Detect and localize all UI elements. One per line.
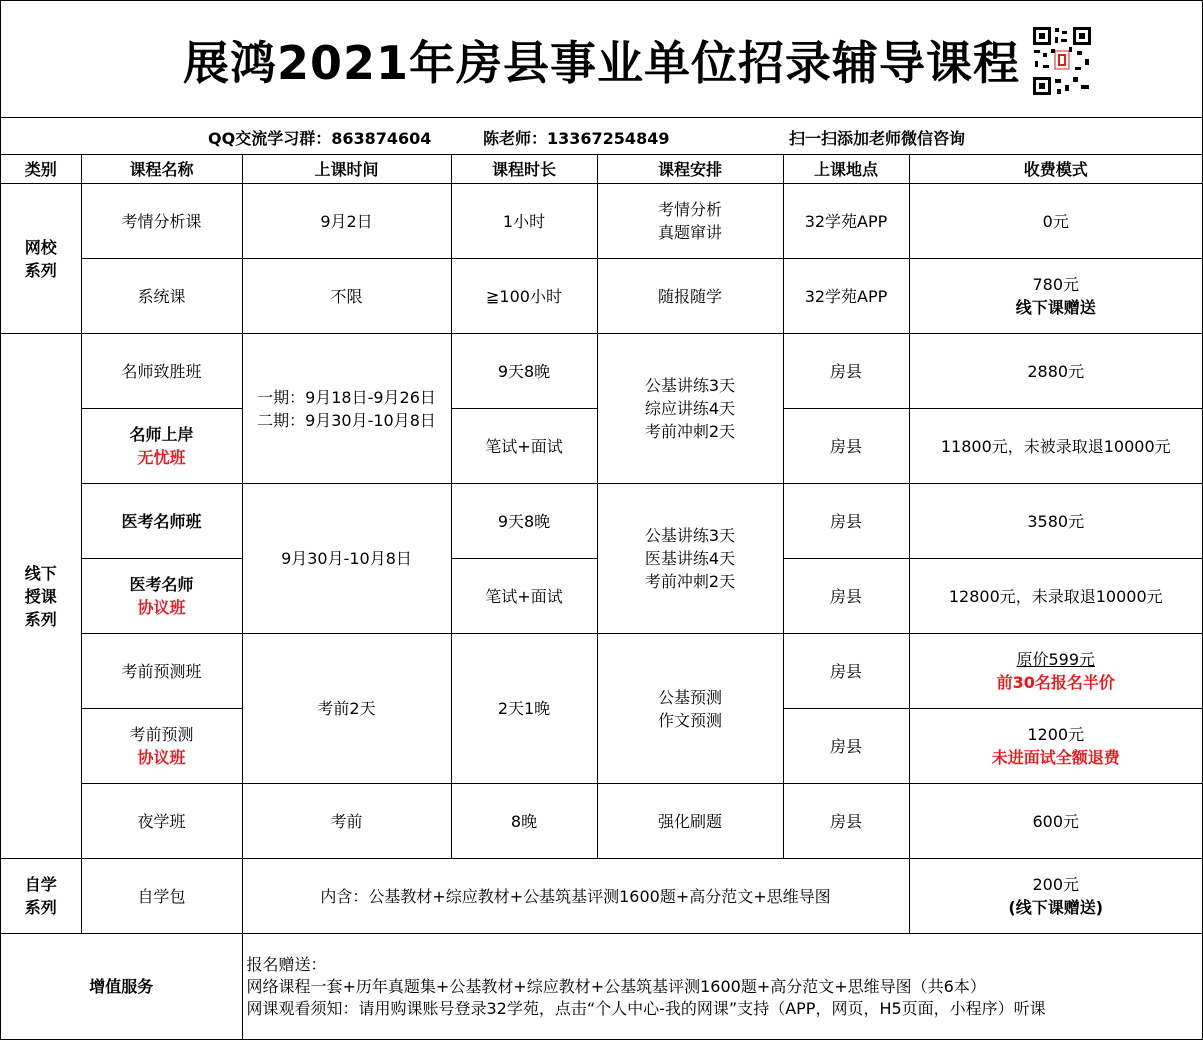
course-name: 名师致胜班 (81, 334, 242, 409)
course-fee: 3580元 (909, 484, 1202, 559)
course-name-tag: 无忧班 (137, 448, 186, 467)
course-time: 不限 (242, 259, 451, 334)
header-fee: 收费模式 (909, 155, 1202, 184)
table-row (1, 334, 1202, 409)
header-course-name: 课程名称 (81, 155, 242, 184)
course-fee: 600元 (909, 784, 1202, 859)
course-time: 9月30月-10月8日 (242, 484, 451, 634)
course-duration: 笔试+面试 (451, 409, 597, 484)
course-place: 房县 (783, 334, 909, 409)
course-plan: 强化刷题 (597, 784, 783, 859)
course-plan: 公基讲练3天 综应讲练4天 考前冲刺2天 (597, 334, 783, 484)
header-plan: 课程安排 (597, 155, 783, 184)
course-fee: 0元 (909, 184, 1202, 259)
course-duration: 8晚 (451, 784, 597, 859)
course-name-tag: 协议班 (137, 748, 186, 767)
course-name: 系统课 (81, 259, 242, 334)
course-duration: 笔试+面试 (451, 559, 597, 634)
fee-note: 前30名报名半价 (996, 673, 1115, 692)
course-place: 房县 (783, 484, 909, 559)
fee-price: 200元 (1032, 875, 1080, 894)
course-fee (909, 634, 1202, 709)
course-name: 自学包 (81, 859, 242, 934)
course-name: 夜学班 (81, 784, 242, 859)
table-header-row (1, 155, 1202, 184)
course-name-tag: 协议班 (137, 598, 186, 617)
header-category: 类别 (1, 155, 81, 184)
course-fee (909, 709, 1202, 784)
course-plan: 公基预测 作文预测 (597, 634, 783, 784)
course-plan: 考情分析 真题窜讲 (597, 184, 783, 259)
course-time: 考前 (242, 784, 451, 859)
table-row (1, 634, 1202, 709)
course-fee: 2880元 (909, 334, 1202, 409)
table-row (1, 484, 1202, 559)
table-row (1, 184, 1202, 259)
course-time: 一期：9月18日-9月26日 二期：9月30月-10月8日 (242, 334, 451, 484)
fee-note: 线下课赠送 (1015, 298, 1096, 317)
service-line-gift-items: 网络课程一套+历年真题集+公基教材+综应教材+公基筑基评测1600题+高分范文+思维导图（共6本） (246, 976, 986, 996)
course-place: 房县 (783, 784, 909, 859)
title-row (1, 1, 1202, 118)
course-duration: ≧100小时 (451, 259, 597, 334)
course-name-main: 医考名师 (129, 575, 194, 594)
fee-price: 1200元 (1027, 725, 1085, 744)
table-row (1, 859, 1202, 934)
course-place: 32学苑APP (783, 184, 909, 259)
course-duration: 9天8晚 (451, 484, 597, 559)
course-fee (909, 859, 1202, 934)
course-place: 房县 (783, 709, 909, 784)
course-fee: 12800元，未录取退10000元 (909, 559, 1202, 634)
table-row (1, 259, 1202, 334)
course-plan: 随报随学 (597, 259, 783, 334)
course-fee (909, 259, 1202, 334)
table-row (1, 784, 1202, 859)
fee-note: (线下课赠送) (1008, 898, 1104, 917)
service-line-notice: 网课观看须知：请用购课账号登录32学苑，点击“个人中心-我的网课”支持（APP，网页，H5页面，小程序）听课 (246, 998, 1046, 1018)
course-place: 房县 (783, 409, 909, 484)
fee-original-price: 原价599元 (1016, 650, 1096, 669)
course-duration: 2天1晚 (451, 634, 597, 784)
course-name: 医考名师班 (81, 484, 242, 559)
course-duration: 1小时 (451, 184, 597, 259)
course-time: 考前2天 (242, 634, 451, 784)
fee-price: 780元 (1032, 275, 1080, 294)
course-name (81, 709, 242, 784)
course-content: 内含：公基教材+综应教材+公基筑基评测1600题+高分范文+思维导图 (242, 859, 909, 934)
course-place: 32学苑APP (783, 259, 909, 334)
service-row (1, 934, 1202, 1040)
service-content (242, 934, 1202, 1040)
course-name (81, 409, 242, 484)
course-duration: 9天8晚 (451, 334, 597, 409)
header-duration: 课程时长 (451, 155, 597, 184)
category-offline: 线下 授课 系列 (1, 334, 81, 859)
course-name: 考情分析课 (81, 184, 242, 259)
course-fee: 11800元，未被录取退10000元 (909, 409, 1202, 484)
teacher-phone-text: 陈老师：13367254849 (483, 129, 670, 148)
header-time: 上课时间 (242, 155, 451, 184)
course-name (81, 559, 242, 634)
qr-code-icon (1031, 25, 1093, 97)
course-plan: 公基讲练3天 医基讲练4天 考前冲刺2天 (597, 484, 783, 634)
course-name: 考前预测班 (81, 634, 242, 709)
category-self: 自学 系列 (1, 859, 81, 934)
service-line-gift-title: 报名赠送： (246, 954, 327, 974)
scan-hint-text: 扫一扫添加老师微信咨询 (789, 129, 966, 148)
fee-note: 未进面试全额退费 (991, 748, 1120, 767)
page-title: 展鸿2021年房县事业单位招录辅导课程 (182, 36, 1021, 90)
course-place: 房县 (783, 634, 909, 709)
qq-group-text: QQ交流学习群：863874604 (208, 129, 432, 148)
course-name-main: 名师上岸 (129, 425, 194, 444)
course-time: 9月2日 (242, 184, 451, 259)
category-online: 网校 系列 (1, 184, 81, 334)
header-place: 上课地点 (783, 155, 909, 184)
service-label: 增值服务 (1, 934, 242, 1040)
contact-row (1, 118, 1202, 155)
course-place: 房县 (783, 559, 909, 634)
course-name-main: 考前预测 (129, 725, 194, 744)
course-table (1, 155, 1202, 1040)
